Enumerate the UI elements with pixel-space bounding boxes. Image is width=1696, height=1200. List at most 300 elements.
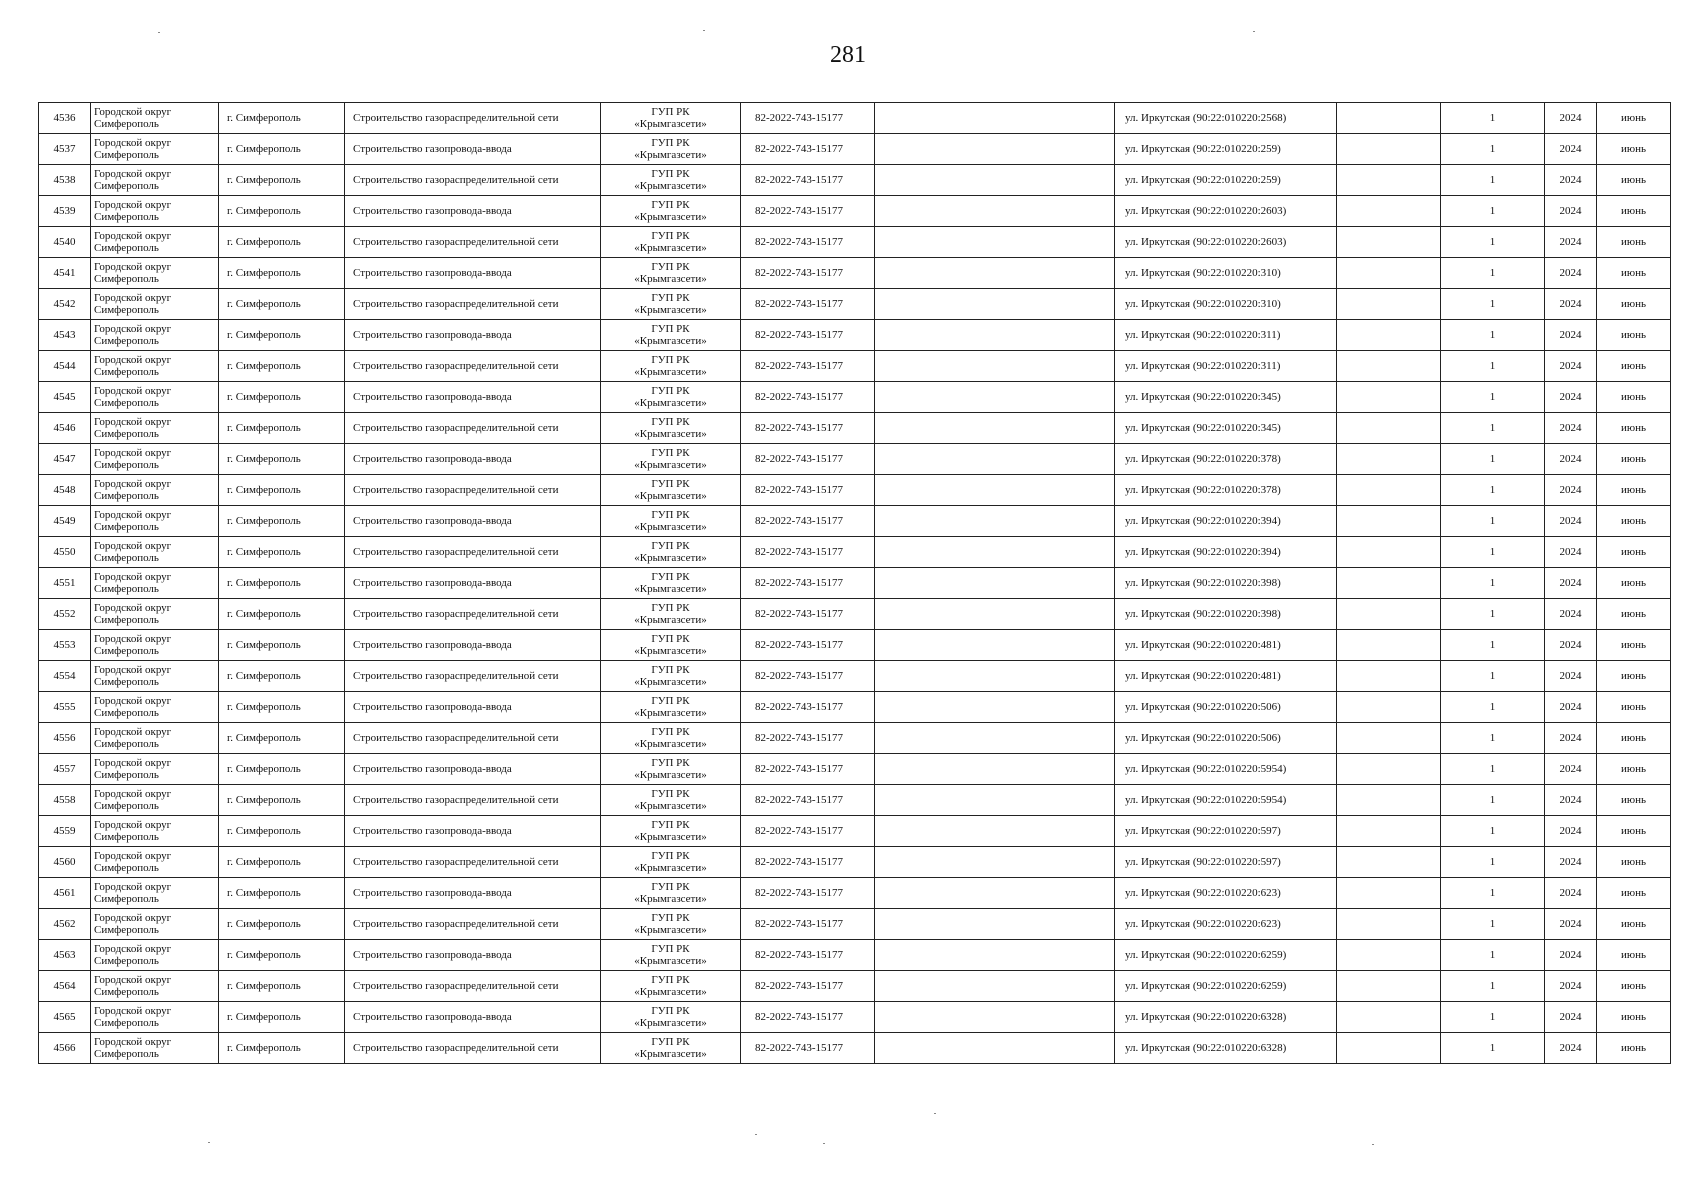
cell-address: ул. Иркутская (90:22:010220:2603) — [1115, 196, 1337, 227]
cell-district-line-1: Городской округ — [94, 819, 172, 831]
cell-quantity: 1 — [1441, 909, 1545, 940]
cell-city: г. Симферополь — [219, 320, 345, 351]
cell-organization — [601, 878, 741, 909]
cell-organization — [601, 909, 741, 940]
cell-month: июнь — [1597, 382, 1671, 413]
cell-quantity: 1 — [1441, 320, 1545, 351]
cell-district — [91, 320, 219, 351]
cell-address: ул. Иркутская (90:22:010220:6259) — [1115, 971, 1337, 1002]
cell-district-line-2: Симферополь — [94, 366, 159, 378]
cell-month: июнь — [1597, 878, 1671, 909]
cell-city: г. Симферополь — [219, 1033, 345, 1064]
cell-empty — [875, 289, 1115, 320]
cell-quantity: 1 — [1441, 1033, 1545, 1064]
cell-empty — [875, 320, 1115, 351]
cell-empty — [875, 754, 1115, 785]
cell-year: 2024 — [1545, 165, 1597, 196]
cell-district-line-1: Городской округ — [94, 1036, 172, 1048]
cell-organization-line-2: «Крымгазсети» — [634, 800, 707, 812]
cell-empty — [1337, 444, 1441, 475]
cell-month: июнь — [1597, 134, 1671, 165]
cell-year: 2024 — [1545, 661, 1597, 692]
cell-empty — [875, 692, 1115, 723]
cell-district-line-1: Городской округ — [94, 261, 172, 273]
cell-row-number: 4546 — [39, 413, 91, 444]
cell-district-line-1: Городской округ — [94, 633, 172, 645]
cell-district — [91, 413, 219, 444]
table-row — [39, 909, 1671, 940]
cell-organization — [601, 506, 741, 537]
cell-quantity: 1 — [1441, 196, 1545, 227]
cell-district — [91, 382, 219, 413]
cell-program-code: 82-2022-743-15177 — [741, 351, 875, 382]
cell-empty — [875, 909, 1115, 940]
cell-organization-line-1: ГУП РК — [651, 633, 690, 645]
cell-district-line-2: Симферополь — [94, 149, 159, 161]
cell-program-code: 82-2022-743-15177 — [741, 1002, 875, 1033]
cell-district-line-2: Симферополь — [94, 583, 159, 595]
cell-row-number: 4561 — [39, 878, 91, 909]
cell-empty — [1337, 1002, 1441, 1033]
cell-district — [91, 692, 219, 723]
cell-city: г. Симферополь — [219, 754, 345, 785]
cell-city: г. Симферополь — [219, 258, 345, 289]
cell-address: ул. Иркутская (90:22:010220:481) — [1115, 630, 1337, 661]
cell-program-code: 82-2022-743-15177 — [741, 382, 875, 413]
cell-empty — [1337, 506, 1441, 537]
cell-quantity: 1 — [1441, 692, 1545, 723]
cell-empty — [875, 382, 1115, 413]
cell-work-type: Строительство газораспределительной сети — [345, 351, 601, 382]
cell-month: июнь — [1597, 475, 1671, 506]
cell-organization-line-1: ГУП РК — [651, 137, 690, 149]
cell-year: 2024 — [1545, 103, 1597, 134]
cell-work-type: Строительство газораспределительной сети — [345, 413, 601, 444]
cell-year: 2024 — [1545, 258, 1597, 289]
cell-program-code: 82-2022-743-15177 — [741, 599, 875, 630]
cell-quantity: 1 — [1441, 289, 1545, 320]
cell-organization — [601, 661, 741, 692]
table-row — [39, 1002, 1671, 1033]
cell-organization-line-2: «Крымгазсети» — [634, 397, 707, 409]
cell-organization-line-1: ГУП РК — [651, 757, 690, 769]
cell-month: июнь — [1597, 909, 1671, 940]
cell-row-number: 4562 — [39, 909, 91, 940]
cell-empty — [875, 785, 1115, 816]
cell-row-number: 4547 — [39, 444, 91, 475]
cell-district — [91, 971, 219, 1002]
cell-month: июнь — [1597, 599, 1671, 630]
cell-district — [91, 165, 219, 196]
cell-city: г. Симферополь — [219, 971, 345, 1002]
cell-district-line-2: Симферополь — [94, 645, 159, 657]
cell-empty — [1337, 661, 1441, 692]
cell-work-type: Строительство газопровода-ввода — [345, 692, 601, 723]
cell-quantity: 1 — [1441, 599, 1545, 630]
cell-program-code: 82-2022-743-15177 — [741, 227, 875, 258]
cell-work-type: Строительство газопровода-ввода — [345, 816, 601, 847]
cell-month: июнь — [1597, 196, 1671, 227]
cell-program-code: 82-2022-743-15177 — [741, 320, 875, 351]
cell-district — [91, 537, 219, 568]
cell-month: июнь — [1597, 413, 1671, 444]
cell-district-line-2: Симферополь — [94, 397, 159, 409]
cell-district-line-1: Городской округ — [94, 912, 172, 924]
cell-organization-line-1: ГУП РК — [651, 292, 690, 304]
cell-empty — [875, 196, 1115, 227]
cell-empty — [1337, 165, 1441, 196]
cell-city: г. Симферополь — [219, 785, 345, 816]
cell-empty — [1337, 1033, 1441, 1064]
cell-empty — [875, 227, 1115, 258]
cell-work-type: Строительство газопровода-ввода — [345, 134, 601, 165]
cell-city: г. Симферополь — [219, 506, 345, 537]
cell-city: г. Симферополь — [219, 196, 345, 227]
cell-organization-line-1: ГУП РК — [651, 602, 690, 614]
cell-district-line-2: Симферополь — [94, 800, 159, 812]
cell-address: ул. Иркутская (90:22:010220:259) — [1115, 165, 1337, 196]
cell-district-line-1: Городской округ — [94, 137, 172, 149]
cell-work-type: Строительство газораспределительной сети — [345, 165, 601, 196]
cell-district-line-2: Симферополь — [94, 180, 159, 192]
cell-row-number: 4544 — [39, 351, 91, 382]
cell-organization-line-2: «Крымгазсети» — [634, 366, 707, 378]
cell-quantity: 1 — [1441, 847, 1545, 878]
cell-empty — [875, 568, 1115, 599]
cell-organization-line-1: ГУП РК — [651, 478, 690, 490]
cell-year: 2024 — [1545, 816, 1597, 847]
scan-speck — [158, 32, 160, 33]
cell-address: ул. Иркутская (90:22:010220:6259) — [1115, 940, 1337, 971]
cell-quantity: 1 — [1441, 258, 1545, 289]
cell-program-code: 82-2022-743-15177 — [741, 847, 875, 878]
cell-address: ул. Иркутская (90:22:010220:310) — [1115, 258, 1337, 289]
cell-organization-line-2: «Крымгазсети» — [634, 428, 707, 440]
cell-program-code: 82-2022-743-15177 — [741, 971, 875, 1002]
cell-quantity: 1 — [1441, 878, 1545, 909]
cell-address: ул. Иркутская (90:22:010220:345) — [1115, 413, 1337, 444]
cell-district-line-2: Симферополь — [94, 211, 159, 223]
cell-organization — [601, 940, 741, 971]
table-row — [39, 382, 1671, 413]
cell-empty — [1337, 351, 1441, 382]
cell-work-type: Строительство газопровода-ввода — [345, 878, 601, 909]
cell-organization — [601, 847, 741, 878]
table-row — [39, 475, 1671, 506]
cell-row-number: 4553 — [39, 630, 91, 661]
cell-row-number: 4538 — [39, 165, 91, 196]
cell-district — [91, 444, 219, 475]
table-row — [39, 351, 1671, 382]
cell-city: г. Симферополь — [219, 940, 345, 971]
cell-year: 2024 — [1545, 506, 1597, 537]
table-row — [39, 289, 1671, 320]
cell-organization — [601, 630, 741, 661]
cell-work-type: Строительство газопровода-ввода — [345, 382, 601, 413]
cell-organization-line-2: «Крымгазсети» — [634, 242, 707, 254]
cell-address: ул. Иркутская (90:22:010220:623) — [1115, 878, 1337, 909]
records-table — [38, 102, 1671, 1064]
cell-empty — [1337, 382, 1441, 413]
cell-year: 2024 — [1545, 382, 1597, 413]
cell-organization — [601, 413, 741, 444]
cell-district-line-1: Городской округ — [94, 881, 172, 893]
cell-quantity: 1 — [1441, 227, 1545, 258]
cell-year: 2024 — [1545, 847, 1597, 878]
cell-organization-line-2: «Крымгазсети» — [634, 583, 707, 595]
cell-work-type: Строительство газопровода-ввода — [345, 506, 601, 537]
cell-organization — [601, 754, 741, 785]
cell-program-code: 82-2022-743-15177 — [741, 1033, 875, 1064]
cell-organization — [601, 692, 741, 723]
cell-organization-line-2: «Крымгазсети» — [634, 645, 707, 657]
table-row — [39, 661, 1671, 692]
cell-organization-line-1: ГУП РК — [651, 199, 690, 211]
cell-organization-line-2: «Крымгазсети» — [634, 924, 707, 936]
cell-work-type: Строительство газопровода-ввода — [345, 196, 601, 227]
cell-address: ул. Иркутская (90:22:010220:2568) — [1115, 103, 1337, 134]
cell-city: г. Симферополь — [219, 692, 345, 723]
cell-district-line-1: Городской округ — [94, 1005, 172, 1017]
cell-empty — [1337, 196, 1441, 227]
cell-year: 2024 — [1545, 971, 1597, 1002]
cell-work-type: Строительство газораспределительной сети — [345, 475, 601, 506]
cell-empty — [875, 723, 1115, 754]
cell-district — [91, 723, 219, 754]
cell-empty — [1337, 568, 1441, 599]
cell-empty — [1337, 475, 1441, 506]
cell-empty — [875, 661, 1115, 692]
cell-work-type: Строительство газораспределительной сети — [345, 227, 601, 258]
cell-district — [91, 506, 219, 537]
cell-organization-line-1: ГУП РК — [651, 385, 690, 397]
cell-empty — [1337, 599, 1441, 630]
cell-organization — [601, 382, 741, 413]
cell-empty — [875, 878, 1115, 909]
cell-work-type: Строительство газораспределительной сети — [345, 103, 601, 134]
cell-address: ул. Иркутская (90:22:010220:378) — [1115, 475, 1337, 506]
cell-district-line-1: Городской округ — [94, 509, 172, 521]
cell-empty — [1337, 537, 1441, 568]
cell-empty — [1337, 258, 1441, 289]
cell-organization-line-2: «Крымгазсети» — [634, 335, 707, 347]
scan-speck — [755, 1134, 757, 1135]
cell-organization-line-1: ГУП РК — [651, 974, 690, 986]
cell-address: ул. Иркутская (90:22:010220:481) — [1115, 661, 1337, 692]
cell-city: г. Симферополь — [219, 351, 345, 382]
cell-work-type: Строительство газораспределительной сети — [345, 1033, 601, 1064]
cell-row-number: 4552 — [39, 599, 91, 630]
cell-district-line-2: Симферополь — [94, 955, 159, 967]
cell-empty — [1337, 413, 1441, 444]
cell-address: ул. Иркутская (90:22:010220:310) — [1115, 289, 1337, 320]
cell-month: июнь — [1597, 506, 1671, 537]
cell-organization — [601, 134, 741, 165]
cell-quantity: 1 — [1441, 940, 1545, 971]
cell-city: г. Симферополь — [219, 568, 345, 599]
cell-district-line-1: Городской округ — [94, 695, 172, 707]
cell-row-number: 4558 — [39, 785, 91, 816]
cell-work-type: Строительство газопровода-ввода — [345, 258, 601, 289]
table-row — [39, 227, 1671, 258]
cell-empty — [1337, 940, 1441, 971]
cell-row-number: 4545 — [39, 382, 91, 413]
cell-row-number: 4564 — [39, 971, 91, 1002]
cell-year: 2024 — [1545, 909, 1597, 940]
cell-city: г. Симферополь — [219, 661, 345, 692]
cell-program-code: 82-2022-743-15177 — [741, 258, 875, 289]
cell-empty — [875, 165, 1115, 196]
cell-organization — [601, 723, 741, 754]
cell-empty — [875, 475, 1115, 506]
cell-work-type: Строительство газопровода-ввода — [345, 568, 601, 599]
cell-address: ул. Иркутская (90:22:010220:6328) — [1115, 1002, 1337, 1033]
cell-empty — [1337, 289, 1441, 320]
cell-month: июнь — [1597, 103, 1671, 134]
cell-row-number: 4536 — [39, 103, 91, 134]
cell-empty — [1337, 754, 1441, 785]
cell-empty — [875, 351, 1115, 382]
cell-program-code: 82-2022-743-15177 — [741, 816, 875, 847]
cell-organization — [601, 444, 741, 475]
cell-year: 2024 — [1545, 878, 1597, 909]
cell-city: г. Симферополь — [219, 847, 345, 878]
cell-city: г. Симферополь — [219, 444, 345, 475]
cell-organization-line-1: ГУП РК — [651, 943, 690, 955]
cell-quantity: 1 — [1441, 785, 1545, 816]
cell-district-line-2: Симферополь — [94, 893, 159, 905]
cell-organization-line-1: ГУП РК — [651, 168, 690, 180]
cell-empty — [1337, 847, 1441, 878]
cell-year: 2024 — [1545, 444, 1597, 475]
cell-month: июнь — [1597, 940, 1671, 971]
cell-work-type: Строительство газораспределительной сети — [345, 289, 601, 320]
cell-year: 2024 — [1545, 320, 1597, 351]
cell-district-line-1: Городской округ — [94, 106, 172, 118]
cell-empty — [1337, 723, 1441, 754]
cell-city: г. Симферополь — [219, 413, 345, 444]
cell-organization — [601, 1002, 741, 1033]
cell-organization-line-1: ГУП РК — [651, 509, 690, 521]
cell-organization-line-2: «Крымгазсети» — [634, 459, 707, 471]
cell-empty — [1337, 134, 1441, 165]
cell-row-number: 4543 — [39, 320, 91, 351]
cell-work-type: Строительство газопровода-ввода — [345, 320, 601, 351]
cell-address: ул. Иркутская (90:22:010220:398) — [1115, 599, 1337, 630]
table-row — [39, 847, 1671, 878]
cell-organization-line-1: ГУП РК — [651, 850, 690, 862]
cell-district-line-2: Симферополь — [94, 428, 159, 440]
cell-district-line-2: Симферополь — [94, 924, 159, 936]
cell-row-number: 4542 — [39, 289, 91, 320]
cell-address: ул. Иркутская (90:22:010220:259) — [1115, 134, 1337, 165]
cell-row-number: 4555 — [39, 692, 91, 723]
cell-address: ул. Иркутская (90:22:010220:2603) — [1115, 227, 1337, 258]
cell-year: 2024 — [1545, 568, 1597, 599]
cell-organization-line-2: «Крымгазсети» — [634, 490, 707, 502]
cell-organization-line-1: ГУП РК — [651, 881, 690, 893]
cell-city: г. Симферополь — [219, 475, 345, 506]
table-row — [39, 692, 1671, 723]
cell-organization — [601, 1033, 741, 1064]
cell-program-code: 82-2022-743-15177 — [741, 630, 875, 661]
cell-city: г. Симферополь — [219, 909, 345, 940]
cell-district-line-1: Городской округ — [94, 199, 172, 211]
cell-quantity: 1 — [1441, 103, 1545, 134]
cell-empty — [875, 971, 1115, 1002]
cell-empty — [875, 506, 1115, 537]
cell-district — [91, 1033, 219, 1064]
cell-month: июнь — [1597, 1002, 1671, 1033]
cell-organization-line-1: ГУП РК — [651, 788, 690, 800]
cell-district-line-2: Симферополь — [94, 986, 159, 998]
cell-organization — [601, 785, 741, 816]
cell-organization — [601, 103, 741, 134]
cell-district-line-2: Симферополь — [94, 1017, 159, 1029]
cell-district-line-1: Городской округ — [94, 850, 172, 862]
table-row — [39, 971, 1671, 1002]
cell-district-line-2: Симферополь — [94, 242, 159, 254]
cell-organization-line-1: ГУП РК — [651, 106, 690, 118]
table-row — [39, 413, 1671, 444]
cell-quantity: 1 — [1441, 661, 1545, 692]
cell-program-code: 82-2022-743-15177 — [741, 444, 875, 475]
cell-city: г. Симферополь — [219, 382, 345, 413]
cell-month: июнь — [1597, 692, 1671, 723]
cell-organization — [601, 227, 741, 258]
cell-district — [91, 599, 219, 630]
cell-organization — [601, 475, 741, 506]
scan-speck — [823, 1143, 825, 1144]
cell-organization-line-2: «Крымгазсети» — [634, 986, 707, 998]
cell-address: ул. Иркутская (90:22:010220:345) — [1115, 382, 1337, 413]
cell-quantity: 1 — [1441, 506, 1545, 537]
cell-empty — [1337, 971, 1441, 1002]
cell-city: г. Симферополь — [219, 630, 345, 661]
cell-district — [91, 940, 219, 971]
cell-year: 2024 — [1545, 351, 1597, 382]
cell-work-type: Строительство газораспределительной сети — [345, 599, 601, 630]
cell-district-line-2: Симферополь — [94, 676, 159, 688]
cell-district — [91, 351, 219, 382]
cell-organization-line-2: «Крымгазсети» — [634, 893, 707, 905]
cell-empty — [875, 816, 1115, 847]
cell-district-line-2: Симферополь — [94, 707, 159, 719]
cell-program-code: 82-2022-743-15177 — [741, 165, 875, 196]
cell-district-line-1: Городской округ — [94, 788, 172, 800]
cell-organization-line-2: «Крымгазсети» — [634, 521, 707, 533]
cell-district — [91, 258, 219, 289]
cell-quantity: 1 — [1441, 475, 1545, 506]
cell-organization-line-2: «Крымгазсети» — [634, 676, 707, 688]
cell-year: 2024 — [1545, 134, 1597, 165]
cell-organization-line-2: «Крымгазсети» — [634, 180, 707, 192]
cell-row-number: 4537 — [39, 134, 91, 165]
cell-district — [91, 754, 219, 785]
cell-district-line-1: Городской округ — [94, 943, 172, 955]
cell-organization-line-2: «Крымгазсети» — [634, 1048, 707, 1060]
cell-empty — [875, 413, 1115, 444]
cell-district-line-2: Симферополь — [94, 1048, 159, 1060]
cell-year: 2024 — [1545, 289, 1597, 320]
cell-district-line-1: Городской округ — [94, 757, 172, 769]
cell-city: г. Симферополь — [219, 878, 345, 909]
cell-address: ул. Иркутская (90:22:010220:506) — [1115, 692, 1337, 723]
table-row — [39, 537, 1671, 568]
page-number: 281 — [830, 42, 866, 68]
cell-program-code: 82-2022-743-15177 — [741, 289, 875, 320]
cell-district-line-1: Городской округ — [94, 571, 172, 583]
